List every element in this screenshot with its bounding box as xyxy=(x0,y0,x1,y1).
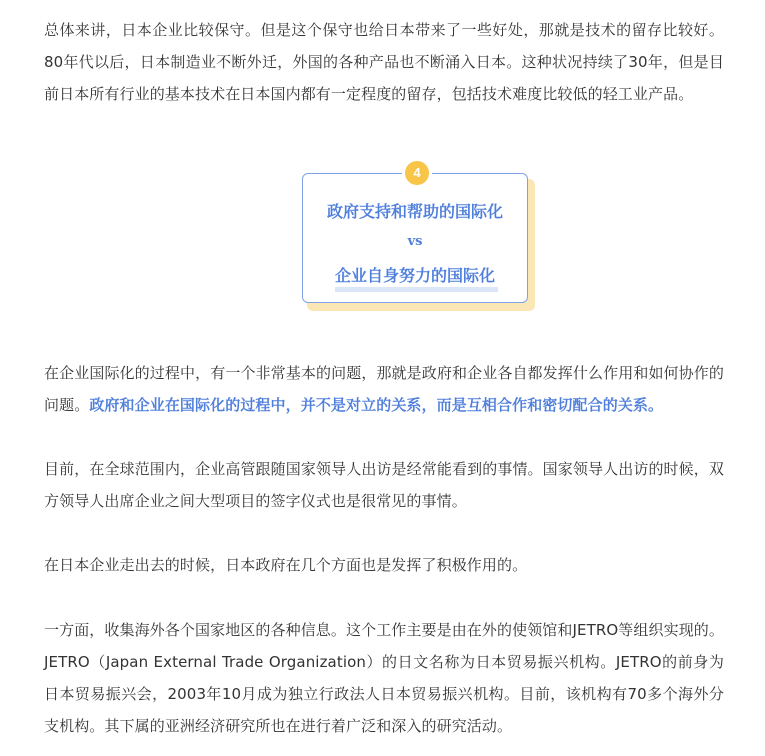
card-frame xyxy=(302,165,528,303)
section-number-badge: 4 xyxy=(402,158,432,188)
paragraph-japanese-government-role: 在日本企业走出去的时候，日本政府在几个方面也是发挥了积极作用的。 xyxy=(44,556,528,574)
paragraph-executives-visits: 目前，在全球范围内，企业高管跟随国家领导人出访是经常能看到的事情。国家领导人出访的时候，双方领导人出席企业之间大型项目的签字仪式也是很常见的事情。 xyxy=(44,460,724,510)
section-heading-card xyxy=(302,165,532,307)
card-title-enterprise: 企业自身努力的国际化 xyxy=(334,266,495,285)
paragraph-jetro: 一方面，收集海外各个国家地区的各种信息。这个工作主要是由在外的使领馆和JETRO等组织实现的。JETRO（Japan External Trade Organization）的日文名称为日本贸易振兴机构。JETRO的前身为日本贸易振兴会，2003年10月成为独立行政法人日本贸易振兴机构。目前，该机构有70多个海外分支机构。其下属的亚洲经济研究所也在进行着广泛和深入的研究活动。 xyxy=(44,621,724,735)
paragraph-conservative-enterprises: 总体来讲，日本企业比较保守。但是这个保守也给日本带来了一些好处，那就是技术的留存比较好。80年代以后，日本制造业不断外迁，外国的各种产品也不断涌入日本。这种状况持续了30年，但是目前日本所有行业的基本技术在日本国内都有一定程度的留存，包括技术难度比较低的轻工业产品。 xyxy=(44,21,724,103)
paragraph-government-enterprise-roles xyxy=(44,357,724,421)
card-title-underline xyxy=(335,287,498,292)
card-title-government: 政府支持和帮助的国际化 xyxy=(326,202,503,221)
card-vs-label: vs xyxy=(407,234,423,249)
paragraph-plain-text: 在企业国际化的过程中，有一个非常基本的问题，那就是政府和企业各自都发挥什么作用和如何协作的问题。 xyxy=(44,364,724,414)
paragraph-emphasis-text: 政府和企业在国际化的过程中，并不是对立的关系，而是互相合作和密切配合的关系。 xyxy=(89,396,664,414)
